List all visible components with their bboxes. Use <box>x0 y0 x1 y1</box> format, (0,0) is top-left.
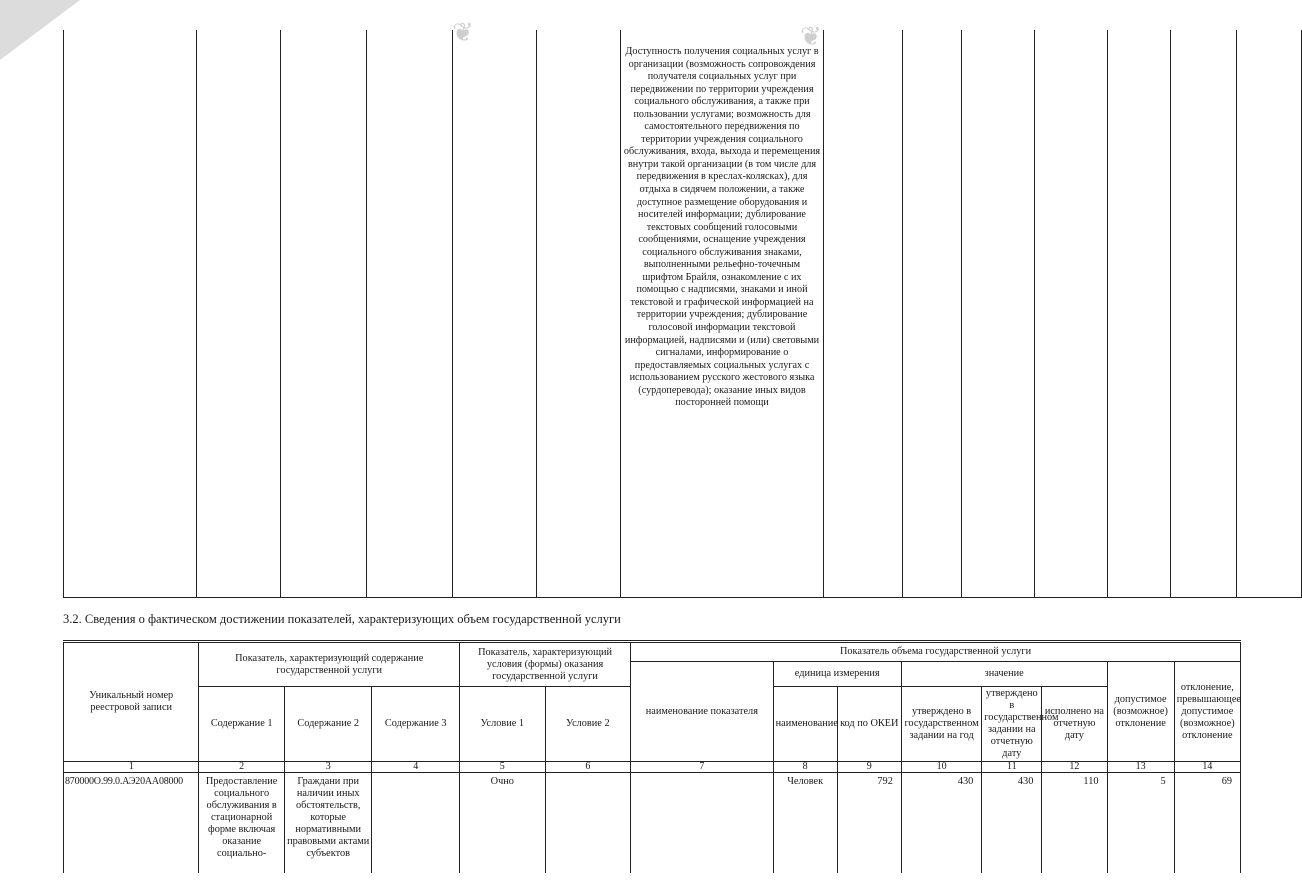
cell-empty <box>824 30 903 598</box>
column-number: 9 <box>837 762 901 773</box>
cell-approved-year: 430 <box>901 773 981 874</box>
header-value: значение <box>901 662 1107 687</box>
header-volume-indicator: Показатель объема государственной услуги <box>631 643 1241 662</box>
cell-empty <box>64 30 197 598</box>
header-content-1: Содержание 1 <box>199 687 285 762</box>
staple-mark: ❦ <box>452 18 474 47</box>
cell-empty <box>1035 30 1108 598</box>
header-unit-name: наименование <box>773 687 837 762</box>
header-unit: единица измерения <box>773 662 901 687</box>
header-exceeding-deviation: отклонение, превышающее допустимое (возможное) отклонение <box>1174 662 1240 762</box>
staple-mark: ❦ <box>800 22 822 51</box>
cell-indicator-name <box>631 773 774 874</box>
column-number: 6 <box>545 762 631 773</box>
column-number: 3 <box>284 762 372 773</box>
cell-condition-1: Очно <box>460 773 546 874</box>
column-number: 10 <box>901 762 981 773</box>
header-executed: исполнено на отчетную дату <box>1042 687 1107 762</box>
divider <box>63 640 1241 641</box>
header-allowed-deviation: допустимое (возможное) отклонение <box>1107 662 1174 762</box>
column-number: 4 <box>372 762 460 773</box>
table-row <box>64 773 1241 874</box>
header-content-indicator: Показатель, характеризующий содержание государственной услуги <box>199 643 460 687</box>
cell-executed: 110 <box>1042 773 1107 874</box>
cell-empty <box>197 30 281 598</box>
cell-content-3 <box>372 773 460 874</box>
accessibility-indicator-text: Доступность получения социальных услуг в организации (возможность сопровождения получателя социальных услуг при передвижении по территории учреждения социального обслуживания, а также при пользовании услугами; возможность для самостоятельного передвижения по территории учреждения социального обслуживания, входа, выхода и перемещения внутри такой организации (в том числе для передвижения в креслах-колясках), для отдыха в сидячем положении, а также доступное размещение оборудования и носителей информации; дублирование текстовых сообщений голосовыми сообщениями, оснащение учреждения социального обслуживания знаками, выполненными рельефно-точечным шрифтом Брайля, ознакомление с их помощью с надписями, знаками и иной текстовой и графической информацией на территории учреждения; дублирование голосовой информации текстовой информацией, надписями и (или) световыми сигналами, информирование о предоставляемых социальных услугах с использованием русского жестового языка (сурдоперевода); оказание иных видов посторонней помощи <box>623 46 821 409</box>
header-condition-2: Условие 2 <box>545 687 631 762</box>
header-conditions-indicator: Показатель, характеризующий условия (формы) оказания государственной услуги <box>460 643 631 687</box>
header-okei-code: код по ОКЕИ <box>837 687 901 762</box>
cell-content-2: Граждани при наличии иных обстоятельств, которые нормативными правовыми актами субъектов <box>284 773 372 874</box>
column-number: 5 <box>460 762 546 773</box>
cell-empty <box>1237 30 1302 598</box>
column-number: 2 <box>199 762 285 773</box>
header-approved-year: утверждено в государственном задании на год <box>901 687 981 762</box>
cell-unit-name: Человек <box>773 773 837 874</box>
header-content-3: Содержание 3 <box>372 687 460 762</box>
cell-registry-number: 870000О.99.0.АЭ20АА08000 <box>64 773 199 874</box>
cell-allowed-deviation: 5 <box>1107 773 1174 874</box>
cell-exceeding-deviation: 69 <box>1174 773 1240 874</box>
accessibility-indicator-cell <box>621 30 824 598</box>
header-indicator-name: наименование показателя <box>631 662 774 762</box>
cell-empty <box>962 30 1035 598</box>
header-condition-1: Условие 1 <box>460 687 546 762</box>
cell-empty <box>281 30 367 598</box>
header-content-2: Содержание 2 <box>284 687 372 762</box>
cell-content-1: Предоставление социального обслуживания в стационарной форме включая оказание социально- <box>199 773 285 874</box>
cell-okei-code: 792 <box>837 773 901 874</box>
volume-indicators-table <box>63 642 1241 873</box>
column-number: 8 <box>773 762 837 773</box>
section-title: 3.2. Сведения о фактическом достижении показателей, характеризующих объем государственной услуги <box>63 612 621 626</box>
quality-indicators-table-continued <box>63 30 1302 598</box>
column-number: 12 <box>1042 762 1107 773</box>
cell-empty <box>903 30 962 598</box>
cell-empty <box>1171 30 1237 598</box>
cell-condition-2 <box>545 773 631 874</box>
cell-empty <box>537 30 621 598</box>
header-registry-number: Уникальный номер реестровой записи <box>64 643 199 762</box>
column-number: 7 <box>631 762 774 773</box>
column-number: 14 <box>1174 762 1240 773</box>
cell-empty <box>453 30 537 598</box>
header-approved-date: утверждено в государственном задании на отчетную дату <box>982 687 1042 762</box>
column-number: 13 <box>1107 762 1174 773</box>
cell-empty <box>367 30 453 598</box>
cell-empty <box>1108 30 1171 598</box>
cell-approved-date: 430 <box>982 773 1042 874</box>
column-number: 11 <box>982 762 1042 773</box>
column-number: 1 <box>64 762 199 773</box>
